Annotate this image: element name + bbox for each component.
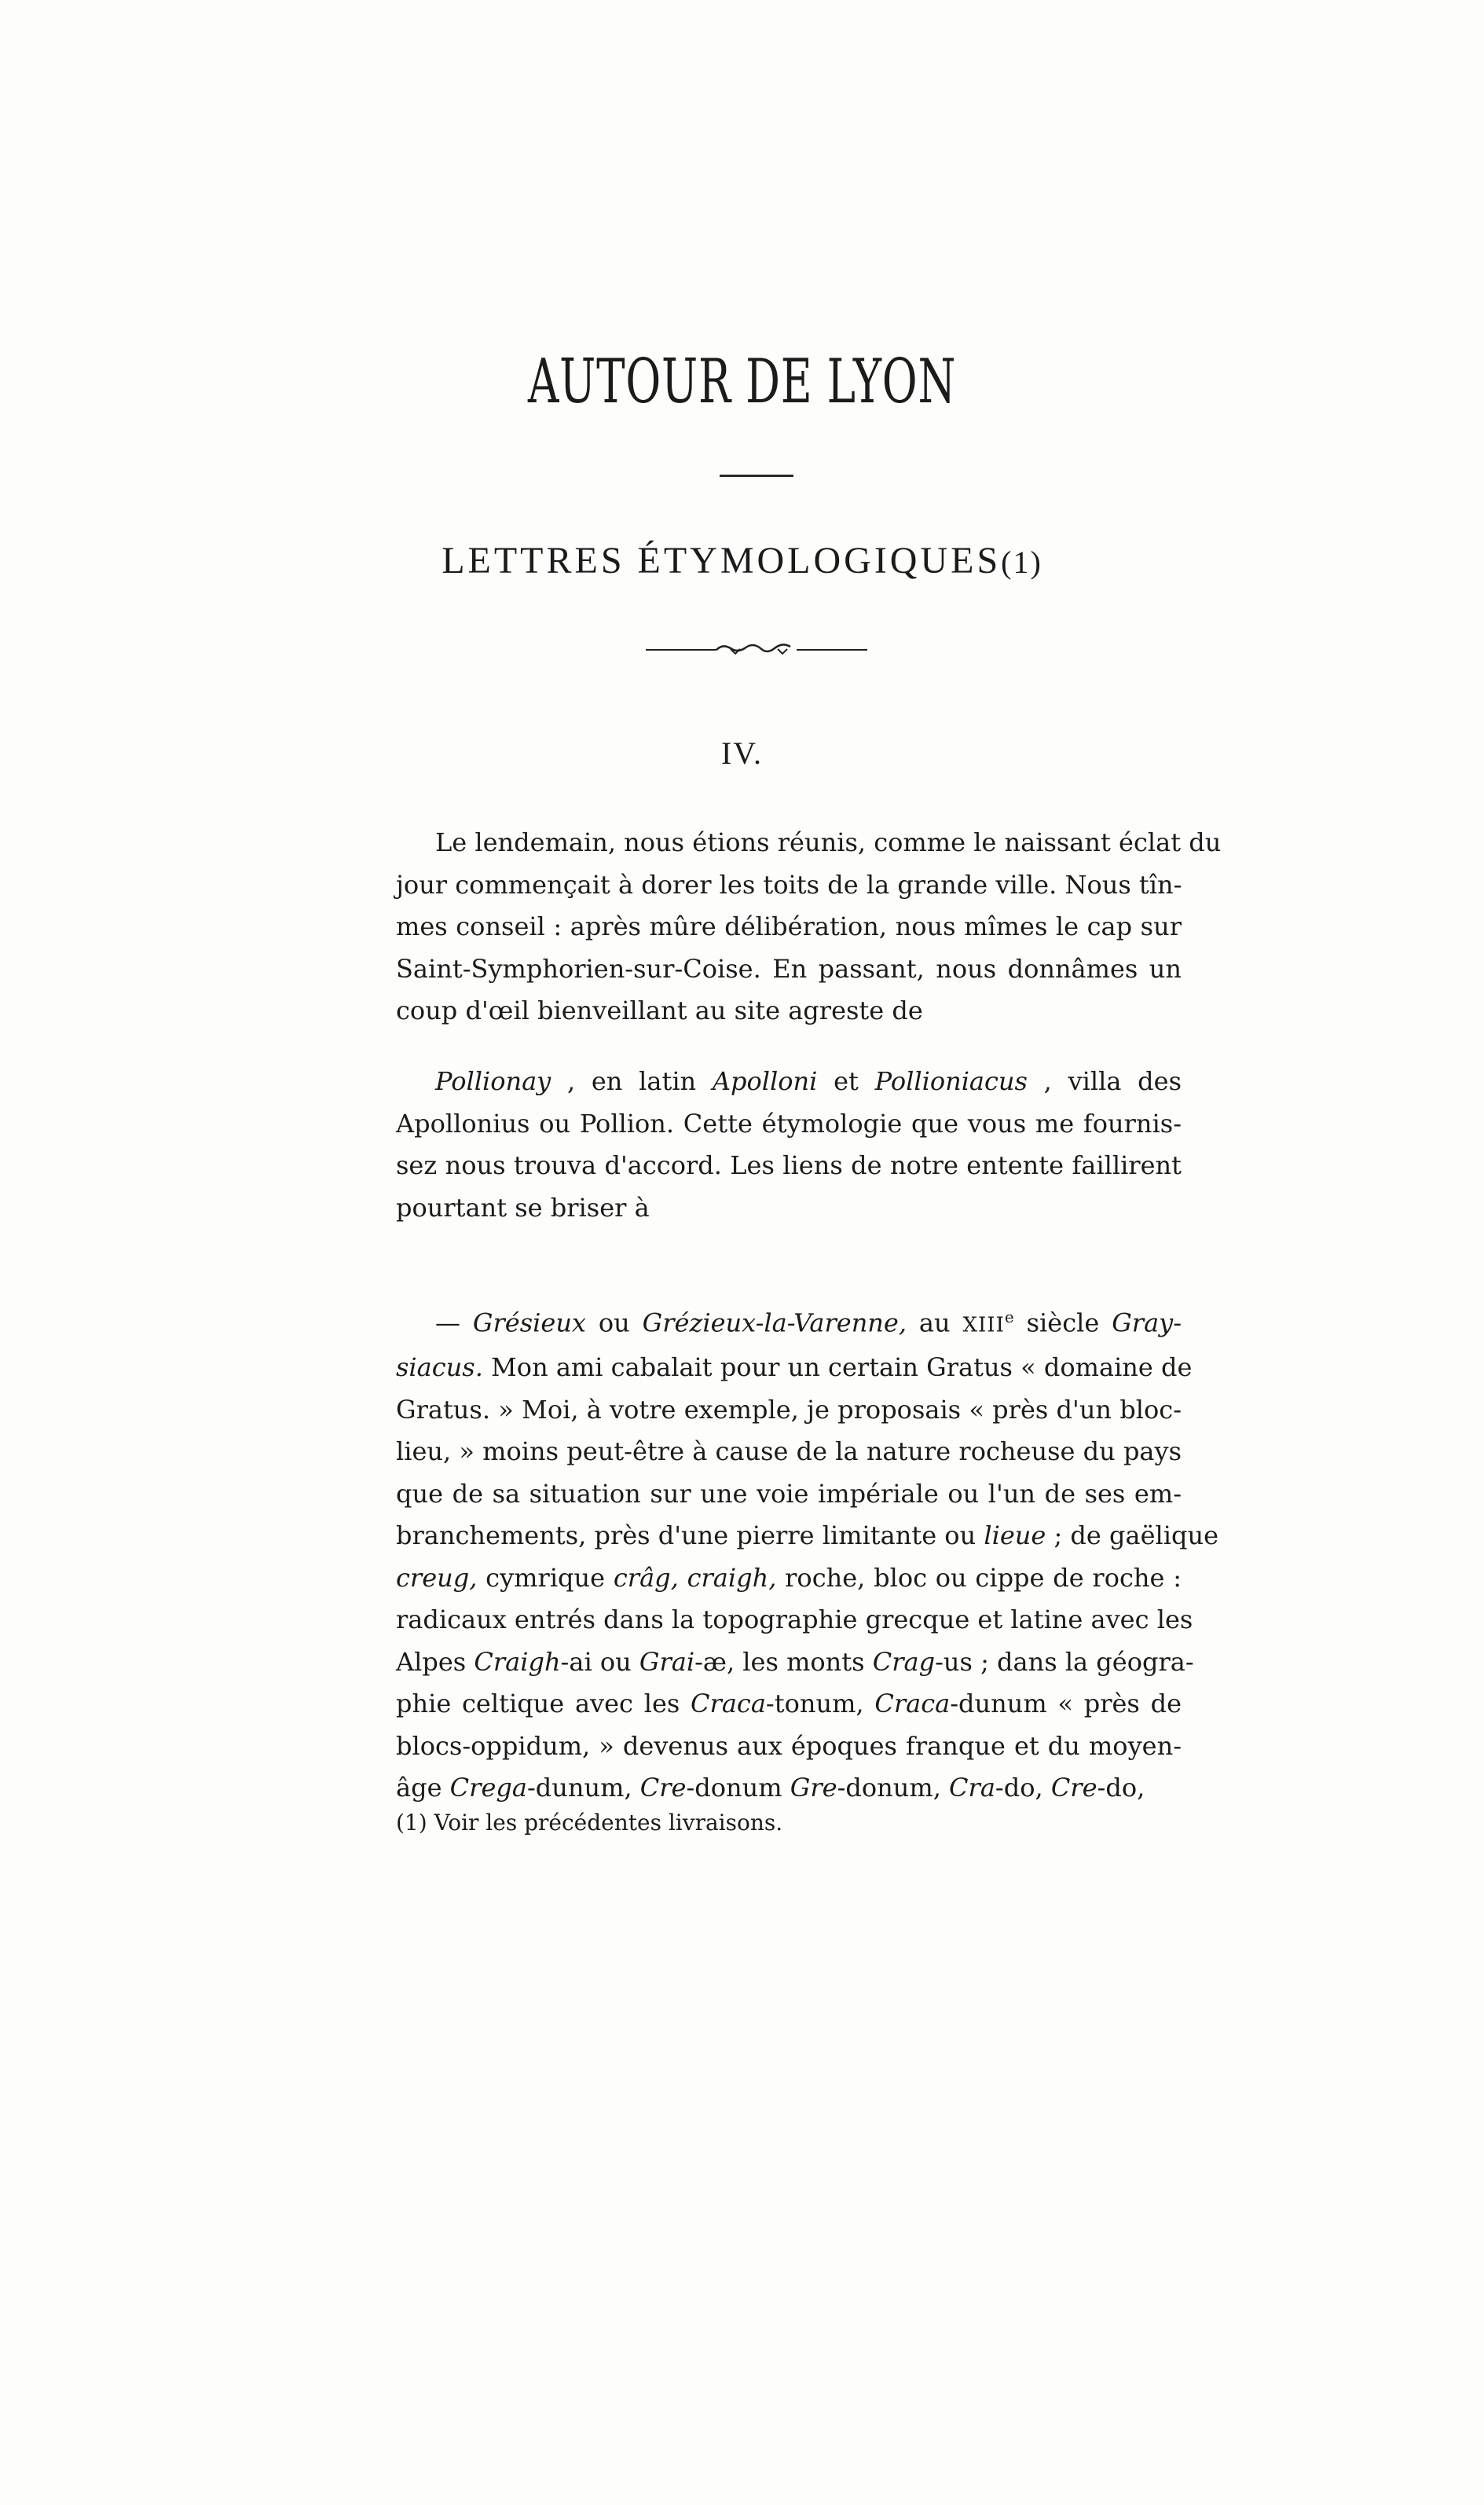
footnote: (1) Voir les précédentes livraisons. [396,1810,783,1836]
text-line [396,948,1182,991]
italic-run: Apolloni [712,1066,818,1096]
text-line [396,864,1182,907]
text-run: — [435,1308,473,1338]
italic-run: lieue [984,1520,1046,1551]
text-run: pourtant se briser à [396,1192,650,1223]
page-subtitle [0,537,1484,586]
subtitle-text: LETTRES ÉTYMOLOGIQUES [442,540,1002,581]
italic-run: Pollioniacus [874,1066,1028,1096]
text-line [396,1767,1182,1810]
italic-run: Crag [872,1646,936,1677]
italic-run: Cre [1050,1773,1097,1803]
italic-run: Cra [949,1773,995,1803]
text-run: ; de gaëlique [1046,1520,1219,1551]
text-run: -do, [995,1773,1051,1803]
text-run: -do, [1097,1773,1145,1803]
text-line [396,1187,1182,1230]
ornament-divider [646,638,867,662]
paragraph [396,822,1222,1032]
text-run: XIII [962,1313,1005,1337]
text-run: cymrique [477,1562,614,1593]
text-run: -tonum, [765,1689,875,1719]
text-run: que de sa situation sur une voie impériale ou l'un de ses em- [396,1478,1182,1509]
text-line [396,1473,1182,1516]
text-run: au [907,1308,963,1338]
italic-run: Craigh [474,1646,561,1677]
text-line [396,1641,1194,1684]
text-run: radicaux entrés dans la topographie grecque et latine avec les [396,1605,1193,1635]
italic-run: Pollionay [435,1066,551,1096]
text-run: -us ; dans la géogra- [935,1646,1194,1677]
italic-run: Cre [639,1773,687,1803]
paragraph [396,1297,1219,1810]
text-run: -ai ou [560,1646,639,1677]
text-line [396,1297,1182,1347]
text-line [396,1145,1182,1187]
text-run: et [817,1066,875,1096]
text-run: -donum, [837,1773,950,1803]
text-line [396,1726,1182,1768]
text-line [396,1389,1182,1432]
italic-run: Gray- [1112,1308,1182,1338]
text-line [396,1431,1182,1473]
section-number: IV. [720,735,764,771]
text-run: roche, bloc ou cippe de roche : [776,1562,1182,1593]
italic-run: crâg, craigh, [613,1562,777,1593]
text-run: blocs-oppidum, » devenus aux époques franque et du moyen- [396,1730,1182,1761]
text-line [396,1557,1182,1600]
text-run: e [1004,1308,1014,1326]
italic-run: Craca [691,1689,766,1719]
title-rule [720,475,793,477]
italic-run: Grésieux [472,1308,586,1338]
text-run: -donum [686,1773,790,1803]
italic-run: Craca [874,1689,951,1719]
text-run: jour commençait à dorer les toits de la grande ville. Nous tîn- [396,869,1182,900]
italic-run: Grai [639,1646,695,1677]
text-line [396,1683,1182,1726]
paragraph [396,1061,1182,1229]
text-line [396,1515,1219,1557]
italic-run: siacus. [396,1352,483,1383]
text-run: -æ, les monts [694,1646,873,1677]
italic-run: creug, [396,1562,478,1593]
text-run: lieu, » moins peut-être à cause de la nature rocheuse du pays [396,1436,1182,1467]
text-run: -dunum, [526,1773,640,1803]
text-run: Apollonius ou Pollion. Cette étymologie que vous me fournis- [396,1108,1182,1139]
text-run: siècle [1013,1308,1112,1338]
text-run: ou [585,1308,643,1338]
italic-run: Crega [449,1773,527,1803]
page-title: AUTOUR DE LYON [527,347,957,417]
text-run: Le lendemain, nous étions réunis, comme le naissant éclat du [435,827,1222,857]
text-run: , en latin [551,1066,713,1096]
italic-run: Grézieux-la-Varenne, [642,1308,907,1338]
text-line [396,990,1182,1032]
text-run: -dunum « près de [950,1689,1182,1719]
text-line [396,1103,1182,1146]
text-line [396,1347,1193,1389]
text-run: coup d'œil bienveillant au site agreste de [396,996,923,1025]
text-line [396,906,1182,948]
text-run: mes conseil : après mûre délibération, nous mîmes le cap sur [396,911,1182,941]
text-run: branchements, près d'une pierre limitante ou [396,1520,984,1551]
italic-run: Gre [790,1773,837,1803]
text-run: Saint-Symphorien-sur-Coise. En passant, nous donnâmes un [396,953,1182,984]
text-line [396,822,1222,864]
text-run: , villa des [1027,1066,1182,1096]
text-run: Gratus. » Moi, à votre exemple, je proposais « près d'un bloc- [396,1394,1182,1425]
text-line [396,1061,1182,1103]
text-run: âge [396,1773,450,1803]
text-run: sez nous trouva d'accord. Les liens de notre entente faillirent [396,1150,1182,1180]
text-run: phie celtique avec les [396,1689,691,1719]
text-run: Mon ami cabalait pour un certain Gratus « domaine de [482,1352,1193,1383]
text-run: Alpes [396,1646,475,1677]
footnote-reference: (1) [1001,545,1042,580]
text-line [396,1599,1193,1641]
